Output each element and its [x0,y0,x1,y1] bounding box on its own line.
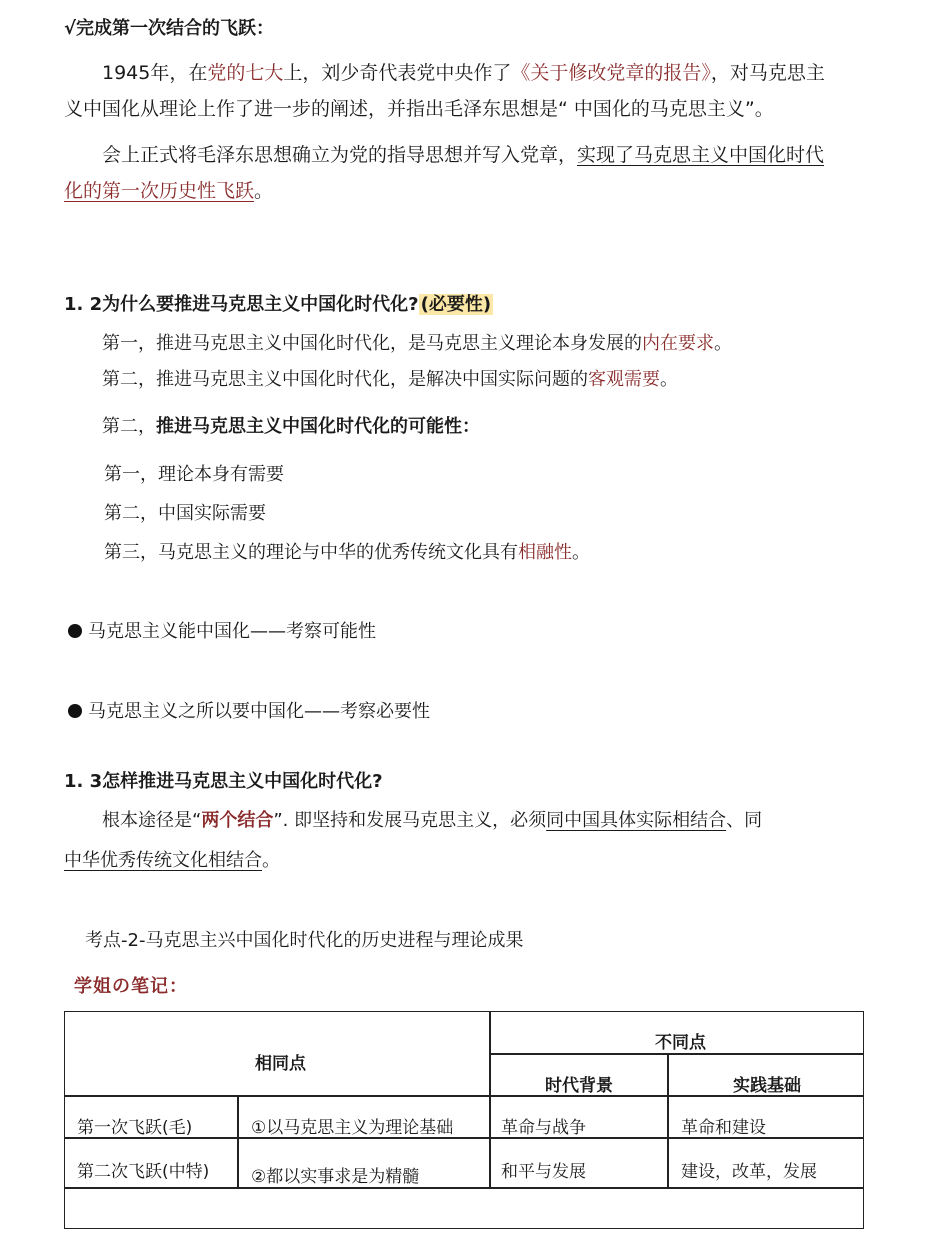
bullet-item: 马克思主义能中国化——考察可能性 [68,617,376,643]
notes-label: 学姐の笔记： [74,976,188,997]
necessity-line1: 第一，推进马克思主义中国化时代化，是马克思主义理论本身发展的内在要求。 [102,333,732,354]
possibility-item1: 第一，理论本身有需要 [104,464,284,485]
section2-heading: 1. 2为什么要推进马克思主义中国化时代化? (必要性) [64,294,492,315]
section1-title: √完成第一次结合的飞跃： [64,18,275,39]
table-row-1-practice: 革命和建设 [681,1118,766,1138]
table-divider [237,1095,239,1187]
possibility-item3: 第三，马克思主义的理论与中华的优秀传统文化具有相融性。 [104,542,590,563]
header-same-points: 相同点 [255,1054,306,1074]
necessity-line2: 第二，推进马克思主义中国化时代化，是解决中国实际问题的客观需要。 [102,369,678,390]
section3-heading: 1. 3怎样推进马克思主义中国化时代化? [64,771,383,792]
section1-paragraph1-line2: 义中国化从理论上作了进一步的阐述，并指出毛泽东思想是“ 中国化的马克思主义”。 [64,98,774,120]
bullet-item: 马克思主义之所以要中国化——考察必要性 [68,697,430,723]
underline-first-leap-end: 化的第一次历史性飞跃 [64,180,255,202]
exam-point-title: 考点-2-马克思主兴中国化时代化的历史进程与理论成果 [85,930,524,951]
table-row-2-same: ②都以实事求是为精髓 [251,1167,420,1187]
highlight-party-congress: 党的七大 [207,62,284,84]
table-divider [489,1053,863,1055]
section1-paragraph2-line1: 会上正式将毛泽东思想确立为党的指导思想并写入党章，实现了马克思主义中国化时代 [102,144,825,166]
section3-paragraph-line1: 根本途径是“两个结合”. 即坚持和发展马克思主义，必须同中国具体实际相结合、同 [102,810,763,831]
table-row-2-name: 第二次飞跃(中特) [77,1162,210,1182]
check-mark-icon: √ [64,18,77,39]
section1-paragraph1-line1: 1945年，在党的七大上，刘少奇代表党中央作了《关于修改党章的报告》，对马克思主 [102,62,825,84]
possibility-subheading: 第二，推进马克思主义中国化时代化的可能性： [102,416,480,437]
table-row-2-practice: 建设，改革，发展 [681,1162,817,1182]
underline-first-leap: 实现了马克思主义中国化时代 [577,144,825,166]
table-divider [667,1053,669,1187]
necessity-badge: (必要性) [420,294,492,315]
possibility-item2: 第二，中国实际需要 [104,503,266,524]
header-different-points: 不同点 [655,1033,706,1053]
highlight-report-title: 《关于修改党章的报告》 [511,62,711,84]
comparison-table [64,1011,864,1229]
header-era-background: 时代背景 [545,1076,613,1096]
table-divider [65,1187,863,1189]
header-practice-basis: 实践基础 [733,1076,801,1096]
bullet-dot-icon [68,624,82,638]
bullet-dot-icon [68,704,82,718]
table-row-2-era: 和平与发展 [501,1162,586,1182]
highlight-two-combinations: 两个结合 [201,810,274,831]
table-row-1-name: 第一次飞跃(毛) [77,1118,193,1138]
table-divider [489,1012,491,1187]
table-row-1-same: ①以马克思主义为理论基础 [251,1118,454,1138]
section1-paragraph2-line2: 化的第一次历史性飞跃。 [64,180,274,202]
table-row-1-era: 革命与战争 [501,1118,586,1138]
section3-paragraph-line2: 中华优秀传统文化相结合。 [64,850,280,871]
